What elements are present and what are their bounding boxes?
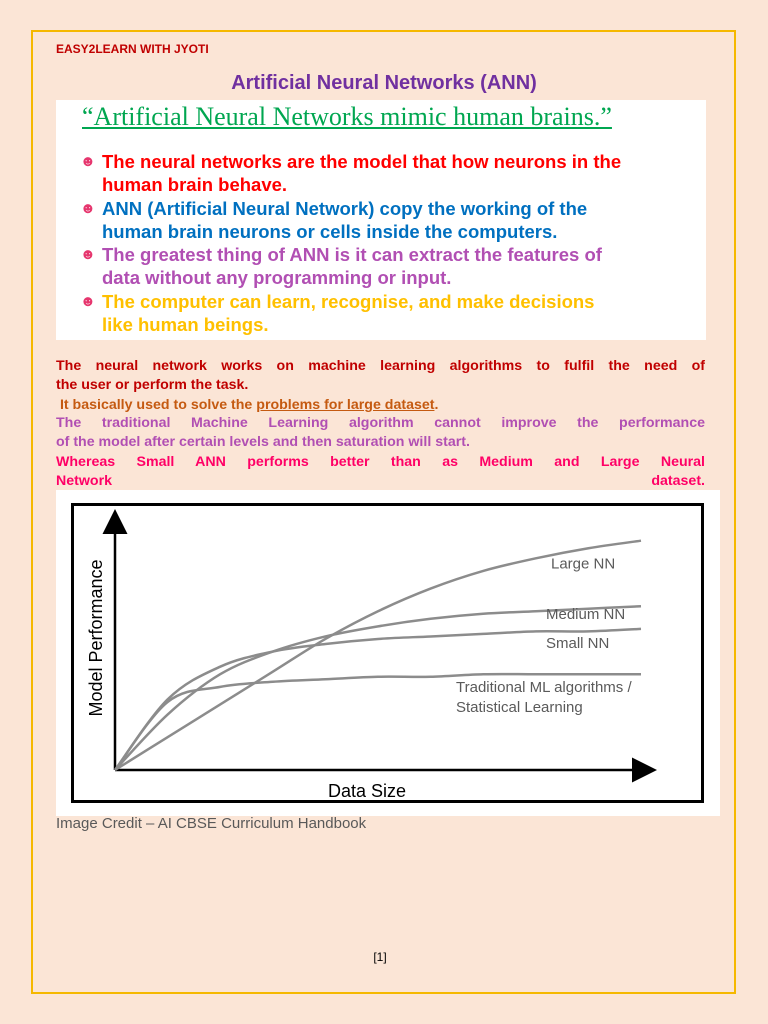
paragraph-line: The neural network works on machine learning algorithms to fulfil the need of	[56, 358, 705, 374]
paragraph-line: Whereas Small ANN performs better than as Medium and Large Neural	[56, 454, 705, 470]
series-label: Medium NN	[546, 606, 626, 624]
series-label: Statistical Learning	[456, 699, 583, 717]
paragraph-line: the user or perform the task.	[56, 377, 249, 393]
bullet-line: ANN (Artificial Neural Network) copy the working of the	[102, 198, 588, 219]
series-label: Large NN	[551, 555, 616, 573]
bullet-line: human brain neurons or cells inside the computers.	[102, 221, 558, 242]
header-brand: EASY2LEARN WITH JYOTI	[56, 42, 209, 56]
bullet-item	[80, 290, 710, 336]
smiley-icon: ☻	[80, 200, 96, 217]
chart-frame	[71, 503, 704, 803]
series-line	[115, 541, 641, 770]
page-number: [1]	[373, 950, 387, 964]
performance-chart	[74, 506, 701, 800]
smiley-icon: ☻	[80, 293, 96, 310]
bullet-line: The greatest thing of ANN is it can extract the features of	[102, 244, 602, 265]
y-axis-label: Model Performance	[86, 559, 106, 717]
large-dataset-link[interactable]: problems for large dataset	[256, 397, 435, 413]
paragraph-line: of the model after certain levels and then saturation will start.	[56, 434, 470, 450]
paragraph-ml-algorithms	[56, 357, 705, 395]
paragraph-text: It basically used to solve the	[56, 397, 257, 413]
paragraph-line: The traditional Machine Learning algorithm cannot improve the performance	[56, 415, 705, 431]
bullet-line: data without any programming or input.	[102, 267, 452, 288]
paragraph-word: dataset.	[651, 473, 705, 489]
bullet-line: like human beings.	[102, 314, 269, 335]
bullet-item	[80, 150, 710, 196]
quote-heading: “Artificial Neural Networks mimic human brains.”	[82, 102, 612, 131]
paragraph-large-dataset	[56, 396, 705, 415]
bullet-item	[80, 243, 710, 289]
paragraph-word: Network	[56, 473, 112, 489]
series-label: Traditional ML algorithms /	[456, 679, 632, 697]
bullet-line: The computer can learn, recognise, and make decisions	[102, 291, 595, 312]
paragraph-small-ann	[56, 453, 705, 491]
bullet-line: The neural networks are the model that how neurons in the	[102, 151, 622, 172]
paragraph-text: .	[434, 397, 439, 413]
bullet-line: human brain behave.	[102, 174, 288, 195]
series-label: Small NN	[546, 634, 610, 652]
x-axis-label: Data Size	[327, 781, 407, 800]
page-title: Artificial Neural Networks (ANN)	[231, 72, 537, 94]
paragraph-line	[56, 472, 705, 491]
paragraph-traditional-ml	[56, 414, 705, 452]
smiley-icon: ☻	[80, 153, 96, 170]
bullet-item	[80, 197, 710, 243]
image-credit: Image Credit – AI CBSE Curriculum Handbook	[56, 815, 367, 832]
smiley-icon: ☻	[80, 246, 96, 263]
